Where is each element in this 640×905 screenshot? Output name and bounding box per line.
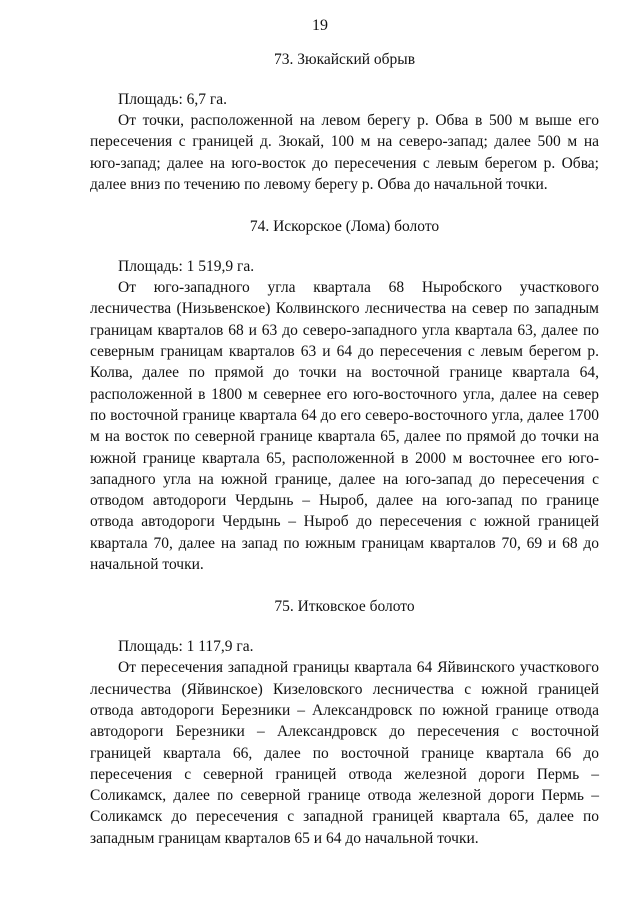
document-body xyxy=(90,49,599,849)
section-zyukaysky-obryv xyxy=(90,49,599,195)
section-title: 73. Зюкайский обрыв xyxy=(273,51,416,68)
section-description: От точки, расположенной на левом берегу р. Обва в 500 м выше его пересечения с границей д. Зюкай, 100 м на северо-запад; далее 500 м на юго-запад; далее на юго-восток до пересечения с левым берегом р. Обва; далее вниз по течению по левому берегу р. Обва до начальной точки. xyxy=(90,112,599,193)
section-iskorskoe-boloto xyxy=(90,216,599,575)
section-title: 75. Итковское болото xyxy=(274,598,415,616)
section-itkovskoe-boloto xyxy=(90,596,599,849)
section-description: От пересечения западной границы квартала 64 Яйвинского участкового лесничества (Яйвинское) Кизеловского лесничества с южной границей отвода автодороги Березники – Александровск по южной границе отвода автодороги Березники – Александровск до пересечения с восточной границей квартала 66, далее по восточной границе квартала 66 до пересечения с северной границей отвода железной дороги Пермь – Соликамск, далее по северной границе отвода железной дороги Пермь – Соликамск до пересечения с западной границей квартала 65, далее по западным границам кварталов 65 и 64 до начальной точки. xyxy=(90,659,599,847)
section-area: Площадь: 6,7 га. xyxy=(118,91,227,108)
section-area: Площадь: 1 117,9 га. xyxy=(118,638,254,656)
section-title: 74. Искорское (Лома) болото xyxy=(249,218,440,236)
section-description: От юго-западного угла квартала 68 Ныробского участкового лесничества (Низьвенское) Колвинского лесничества на север по западным границам кварталов 68 и 63 до северо-западного угла квартала 63, далее по северным границам кварталов 63 и 64 до пересечения с левым берегом р. Колва, далее по прямой до точки на восточной границе квартала 64, расположенной в 1800 м севернее его юго-восточного угла, далее на север по восточной границе квартала 64 до его северо-восточного угла, далее 1700 м на восток по северной границе квартала 65, далее по прямой до точки на южной границе квартала 65, расположенной в 2000 м восточнее его юго-западного угла на южной границе, далее на юго-запад до пересечения с отводом автодороги Чердынь – Ныроб, далее на юго-запад по границе отвода автодороги Чердынь – Ныроб до пересечения с южной границей квартала 70, далее на запад по южным границам кварталов 70, 69 и 68 до начальной точки. xyxy=(90,279,599,574)
section-area: Площадь: 1 519,9 га. xyxy=(118,258,255,276)
page-number: 19 xyxy=(312,17,328,34)
